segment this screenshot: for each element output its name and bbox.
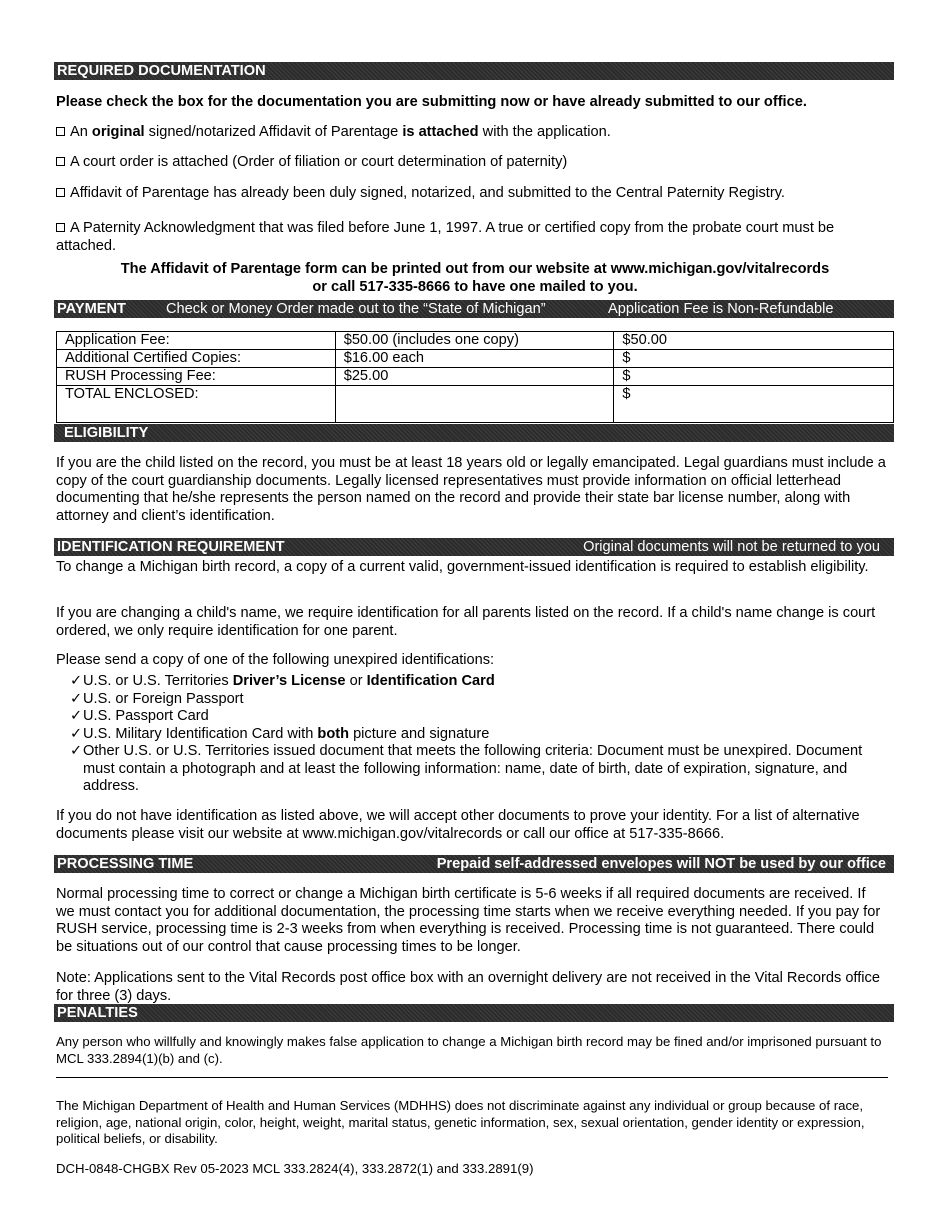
processing-para-2: Note: Applications sent to the Vital Records post office box with an overnight delivery are not received in the Vital Records office for three (3) days. — [56, 970, 880, 1004]
list-item: ✓ U.S. Military Identification Card with both picture and signature — [70, 725, 490, 742]
fee-amount: $16.00 each — [335, 350, 614, 368]
checkbox-affidavit-submitted[interactable] — [56, 188, 65, 197]
fee-amount: $50.00 (includes one copy) — [335, 332, 614, 350]
section-title: IDENTIFICATION REQUIREMENT — [57, 539, 285, 555]
identification-para-2: If you are changing a child's name, we require identification for all parents listed on the record. If a child's name change is court ordered, we only require identification for one parent. — [56, 605, 876, 639]
table-row — [57, 332, 894, 350]
table-row — [57, 350, 894, 368]
option-original-affidavit[interactable]: An original signed/notarized Affidavit of Parentage is attached with the application. — [56, 124, 886, 142]
eligibility-text: If you are the child listed on the record, you must be at least 18 years old or legally emancipated. Legal guardians must include a copy of the court guardianship documents. Legally licensed representatives must provide information on official letterhead documenting that he/she represents the person named on the record and provide their state bar license number, along with attorney and client’s identification. — [56, 455, 886, 524]
alternative-documents: If you do not have identification as listed above, we will accept other documents to prove your identity. For a list of alternative documents please visit our website at www.michigan.gov/vitalrecords or call our office at 517-335-8666. — [56, 808, 860, 842]
affidavit-website-note: The Affidavit of Parentage form can be printed out from our website at www.michigan.gov/vitalrecords or call 517-335-8666 to have one mailed to you. — [120, 261, 830, 295]
check-icon: ✓ — [70, 743, 83, 759]
fee-amount — [335, 386, 614, 423]
table-row — [57, 368, 894, 386]
check-icon: ✓ — [70, 708, 83, 724]
option-affidavit-submitted[interactable]: Affidavit of Parentage has already been duly signed, notarized, and submitted to the Central Paternity Registry. — [56, 185, 886, 203]
fee-label: Application Fee: — [57, 332, 336, 350]
checkbox-court-order[interactable] — [56, 157, 65, 166]
list-item: ✓ U.S. or Foreign Passport — [70, 690, 244, 707]
identification-note: Original documents will not be returned to you — [583, 539, 880, 555]
option-paternity-acknowledgment[interactable]: A Paternity Acknowledgment that was filed before June 1, 1997. A true or certified copy from the probate court must be attached. — [56, 220, 835, 254]
payment-check-note: Check or Money Order made out to the “State of Michigan” — [166, 301, 546, 317]
check-icon: ✓ — [70, 725, 83, 742]
fee-amount: $25.00 — [335, 368, 614, 386]
fee-label: TOTAL ENCLOSED: — [57, 386, 336, 423]
fee-total[interactable]: $ — [614, 350, 894, 368]
identification-para-1: To change a Michigan birth record, a copy of a current valid, government-issued identification is required to establish eligibility. — [56, 559, 869, 575]
section-title: ELIGIBILITY — [64, 425, 149, 441]
penalties-text: Any person who willfully and knowingly makes false application to change a Michigan birth record may be fined and/or imprisoned pursuant to MCL 333.2894(1)(b) and (c). — [56, 1034, 882, 1066]
section-title: REQUIRED DOCUMENTATION — [57, 63, 266, 79]
list-item: ✓ U.S. or U.S. Territories Driver’s License or Identification Card — [70, 673, 495, 689]
fee-table — [56, 331, 894, 423]
fee-label: Additional Certified Copies: — [57, 350, 336, 368]
processing-para-1: Normal processing time to correct or change a Michigan birth certificate is 5-6 weeks if all required documents are received. If we must contact you for additional documentation, the processing time starts when we receive everything needed. If you pay for RUSH service, processing time is 2-3 weeks from when everything is received. Processing time is not guaranteed. There could be situations out of our control that cause processing times to be longer. — [56, 886, 881, 955]
fee-total[interactable]: $50.00 — [614, 332, 894, 350]
check-icon: ✓ — [70, 690, 83, 707]
list-item: ✓ U.S. Passport Card — [70, 708, 209, 724]
identification-list-intro: Please send a copy of one of the following unexpired identifications: — [56, 652, 495, 668]
section-title: PROCESSING TIME — [57, 856, 194, 872]
option-court-order[interactable]: A court order is attached (Order of filiation or court determination of paternity) — [56, 154, 886, 172]
divider — [56, 1077, 888, 1078]
eligibility-header — [54, 424, 894, 442]
identification-header — [54, 538, 894, 556]
identification-list — [56, 673, 886, 796]
processing-note: Prepaid self-addressed envelopes will NOT be used by our office — [436, 856, 886, 872]
checkbox-paternity-acknowledgment[interactable] — [56, 223, 65, 232]
table-row — [57, 386, 894, 423]
nondiscrimination-statement: The Michigan Department of Health and Human Services (MDHHS) does not discriminate against any individual or group because of race, religion, age, national origin, color, height, weight, marital status, genetic information, sex, sexual orientation, gender identity or expression, political beliefs, or disability. — [56, 1098, 865, 1146]
section-title: PENALTIES — [57, 1005, 138, 1021]
fee-total[interactable]: $ — [614, 386, 894, 423]
form-identifier: DCH-0848-CHGBX Rev 05-2023 MCL 333.2824(4), 333.2872(1) and 333.2891(9) — [56, 1161, 534, 1176]
payment-header — [54, 300, 894, 318]
section-title: PAYMENT — [57, 301, 126, 317]
payment-fee-note: Application Fee is Non-Refundable — [608, 301, 834, 317]
fee-label: RUSH Processing Fee: — [57, 368, 336, 386]
check-icon: ✓ — [70, 673, 83, 689]
penalties-header — [54, 1004, 894, 1022]
documentation-instruction: Please check the box for the documentation you are submitting now or have already submitted to our office. — [56, 94, 807, 110]
checkbox-original-affidavit[interactable] — [56, 127, 65, 136]
processing-time-header — [54, 855, 894, 873]
list-item: ✓ Other U.S. or U.S. Territories issued document that meets the following criteria: Document must be unexpired. Document must contain a photograph and at least the following information: name, date of birth, date of expiration, signature, and address. — [70, 743, 863, 794]
required-documentation-header — [54, 62, 894, 80]
fee-total[interactable]: $ — [614, 368, 894, 386]
